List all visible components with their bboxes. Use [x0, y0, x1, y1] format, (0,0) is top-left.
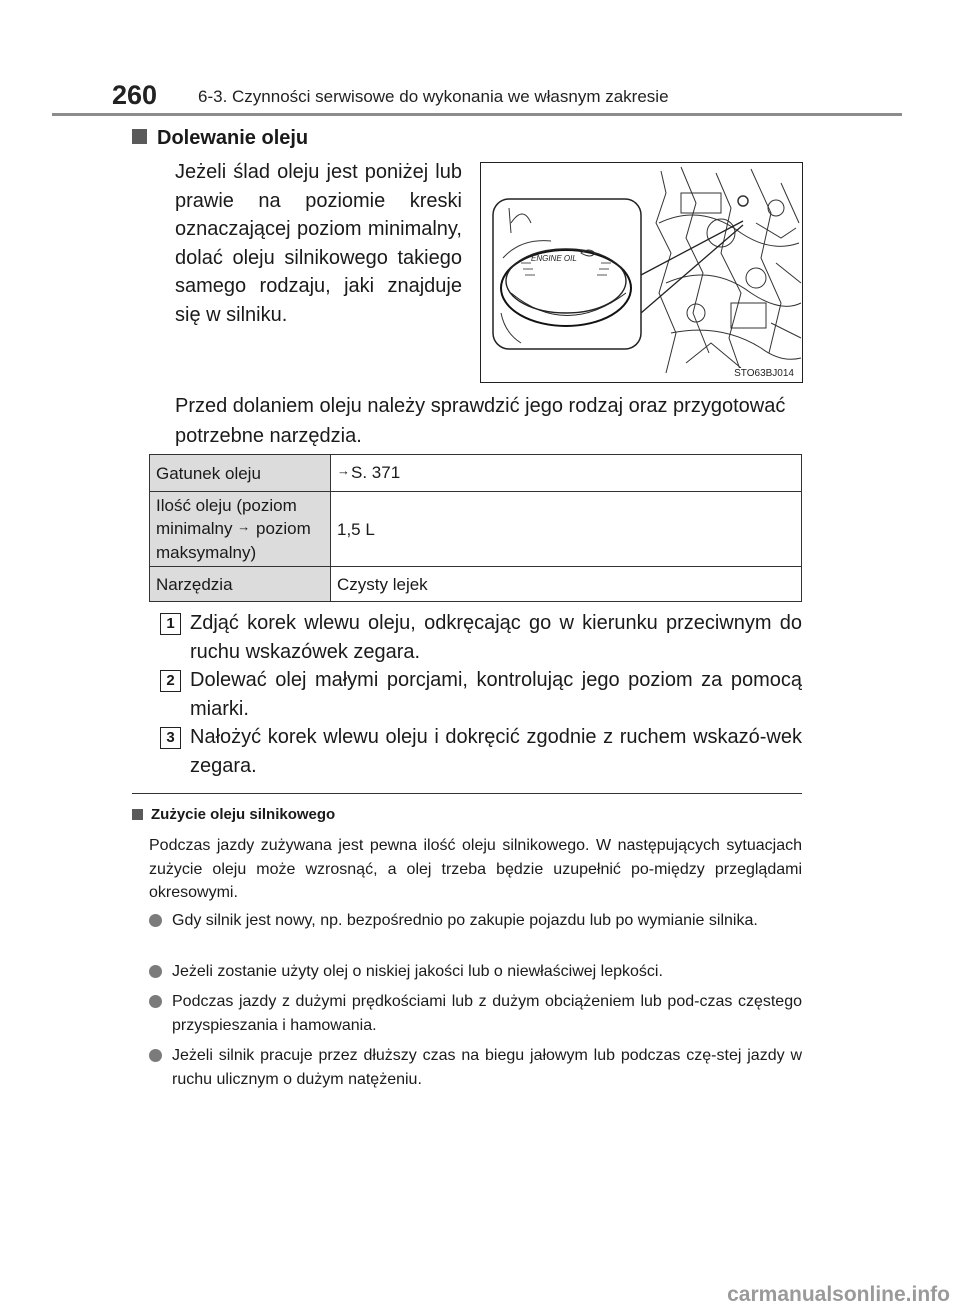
page-ref-link[interactable]: S. 371	[351, 463, 401, 482]
table-value-cell	[331, 455, 802, 492]
list-item	[149, 990, 802, 1037]
note-heading	[132, 806, 335, 823]
list-item	[149, 960, 802, 984]
running-header: 6-3. Czynności serwisowe do wykonania we własnym zakresie	[198, 87, 669, 106]
list-item	[149, 1044, 802, 1091]
circle-bullet-icon	[149, 1049, 162, 1062]
preparation-paragraph: Przed dolaniem oleju należy sprawdzić jego rodzaj oraz przygotować potrzebne narzędzia.	[175, 395, 786, 447]
oil-spec-table	[149, 454, 802, 602]
key-text-part: Ilość oleju (poziom minimalny	[156, 496, 297, 538]
table-row	[150, 567, 802, 602]
section-title: Dolewanie oleju	[157, 127, 309, 149]
engine-bay-illustration	[481, 163, 802, 382]
circle-bullet-icon	[149, 965, 162, 978]
step-text: Zdjąć korek wlewu oleju, odkręcając go w kierunku przeciwnym do ruchu wskazówek zegara.	[190, 612, 802, 663]
section-divider	[132, 793, 802, 794]
cap-label: ENGINE OIL	[531, 254, 577, 263]
step-2	[160, 666, 802, 723]
step-number-badge: 2	[160, 670, 181, 692]
step-text: Nałożyć korek wlewu oleju i dokręcić zgodnie z ruchem wskazó-wek zegara.	[190, 726, 802, 777]
bullet-text: Jeżeli zostanie użyty olej o niskiej jakości lub o niewłaściwej lepkości.	[172, 963, 663, 980]
square-bullet-icon	[132, 129, 147, 144]
engine-oil-cap-figure	[480, 162, 803, 383]
table-key-cell: Gatunek oleju	[150, 455, 331, 492]
step-number-badge: 3	[160, 727, 181, 749]
arrow-right-icon: →	[337, 463, 350, 478]
circle-bullet-icon	[149, 914, 162, 927]
bullet-text: Podczas jazdy z dużymi prędkościami lub z dużym obciążeniem lub pod-czas częstego przyspieszania i hamowania.	[172, 993, 802, 1034]
table-key-cell	[150, 492, 331, 567]
bullet-text: Jeżeli silnik pracuje przez dłuższy czas na biegu jałowym lub podczas czę-stej jazdy w ruchu ulicznym o dużym natężeniu.	[172, 1047, 802, 1088]
watermark: carmanualsonline.info	[727, 1283, 950, 1306]
table-row	[150, 492, 802, 567]
section-heading	[132, 127, 308, 150]
square-bullet-icon	[132, 809, 143, 820]
page-number: 260	[112, 80, 158, 110]
table-value-cell: Czysty lejek	[331, 567, 802, 602]
figure-code: STO63BJ014	[734, 368, 794, 379]
table-key-cell: Narzędzia	[150, 567, 331, 602]
table-row	[150, 455, 802, 492]
note-paragraph: Podczas jazdy zużywana jest pewna ilość oleju silnikowego. W następujących sytuacjach zużycie oleju może wzrosnąć, a olej trzeba będzie uzupełnić po-między przeglądami okresowymi.	[149, 837, 802, 901]
list-item	[149, 909, 802, 933]
circle-bullet-icon	[149, 995, 162, 1008]
key-text-part: poziom maksymalny)	[156, 519, 311, 562]
arrow-right-icon: →	[237, 519, 251, 534]
note-title: Zużycie oleju silnikowego	[151, 806, 336, 823]
table-value-cell: 1,5 L	[331, 492, 802, 567]
step-3	[160, 723, 802, 780]
intro-paragraph: Jeżeli ślad oleju jest poniżej lub prawie na poziomie kreski oznaczającej poziom minimalny, dolać oleju silnikowego takiego samego rodzaju, jaki znajduje się w silniku.	[175, 161, 462, 326]
step-1	[160, 609, 802, 666]
bullet-text: Gdy silnik jest nowy, np. bezpośrednio po zakupie pojazdu lub po wymianie silnika.	[172, 912, 758, 929]
step-text: Dolewać olej małymi porcjami, kontrolując jego poziom za pomocą miarki.	[190, 669, 802, 720]
header-divider	[52, 113, 902, 116]
step-number-badge: 1	[160, 613, 181, 635]
